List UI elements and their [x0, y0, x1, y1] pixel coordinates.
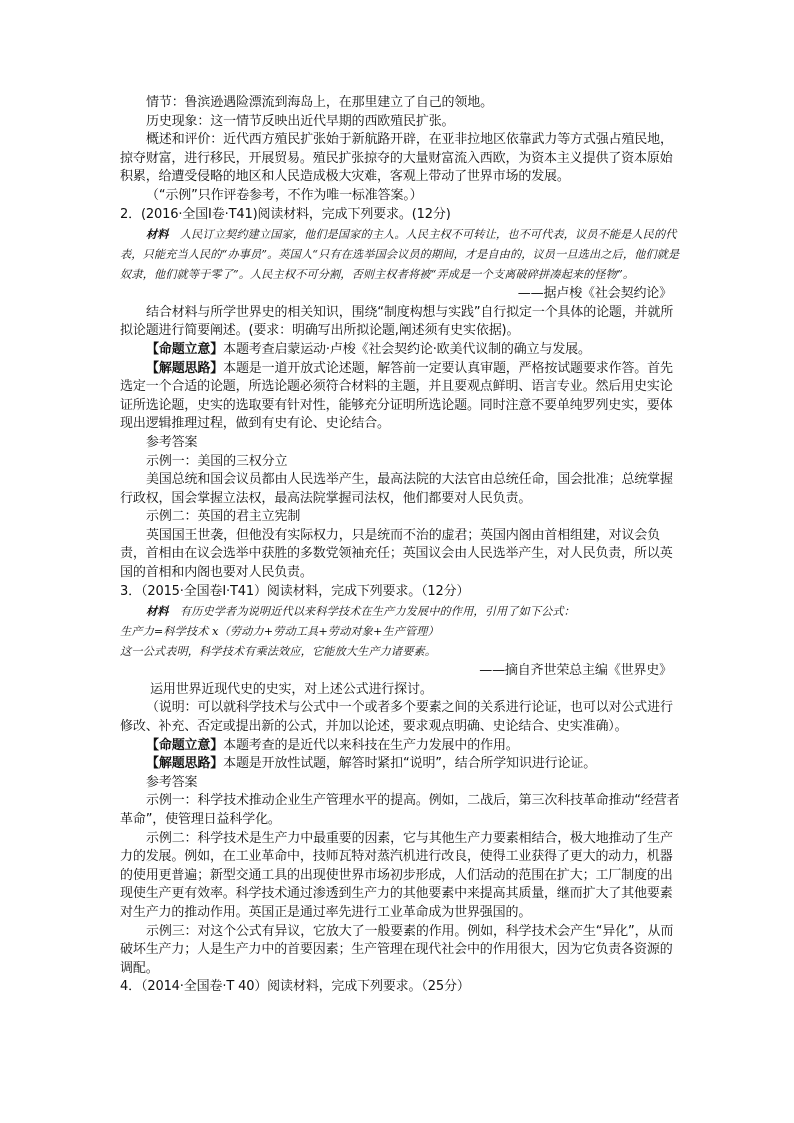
intent-label: 【命题立意】 — [146, 737, 224, 753]
intent-label: 【命题立意】 — [146, 341, 224, 357]
material-label: 材料 — [146, 604, 169, 619]
question-3-title: 3．（2015·全国卷Ⅰ·T41）阅读材料，完成下列要求。（12分） — [120, 583, 470, 599]
question-2-title: 2．(2016·全国Ⅰ卷·T41)阅读材料，完成下列要求。(12分) — [120, 206, 451, 222]
answer-phenomenon: 历史现象：这一情节反映出近代早期的西欧殖民扩张。 — [146, 113, 455, 129]
question-2-ref: 参考答案 — [146, 434, 198, 450]
idea-label: 【解题思路】 — [146, 756, 224, 772]
question-3-material-2: 这一公式表明，科学技术有乘法效应，它能放大生产力诸要素。 — [120, 645, 437, 659]
question-2-task: 结合材料与所学世界史的相关知识，围绕“制度构想与实践”自行拟定一个具体的论题，并就所拟论题进行简要阐述。(要求：明确写出所拟论题,阐述须有史实依据)。 — [120, 304, 674, 339]
question-3-example-1: 示例一：科学技术推动企业生产管理水平的提高。例如，二战后，第三次科技革命推动“经营者革命”，使管理日益科学化。 — [120, 793, 680, 827]
question-3-task: 运用世界近现代史的史实，对上述公式进行探讨。 — [150, 681, 433, 697]
material-text: 人民订立契约建立国家，他们是国家的主人。人民主权不可转让，也不可代表，议员不能是人民的代表，只能充当人民的“办事员”。英国人“只有在选举国会议员的期间，才是自由的，议员一旦选出之后，他们就是奴隶，他们就等于零了”。人民主权不可分割，否则主权者将被“弄成是一个支离破碎拼凑起来的怪物”。 — [120, 228, 680, 282]
material-text: 有历史学者为说明近代以来科学技术在生产力发展中的作用，引用了如下公式： — [179, 605, 575, 619]
question-3-source: ——摘自齐世荣总主编《世界史》 — [479, 663, 672, 679]
question-3-intent — [120, 737, 680, 756]
idea-text: 本题是开放性试题，解答时紧扣“说明”，结合所学知识进行论证。 — [223, 756, 597, 772]
question-3-explain: （说明：可以就科学技术与公式中一个或者多个要素之间的关系进行论证，也可以对公式进行修改、补充、否定或提出新的公式，并加以论述，要求观点明确、史论结合、史实准确）。 — [120, 700, 673, 735]
material-label: 材料 — [146, 227, 169, 242]
question-3-example-2: 示例二：科学技术是生产力中最重要的因素，它与其他生产力要素相结合，极大地推动了生产力的发展。例如，在工业革命中，技师瓦特对蒸汽机进行改良，使得工业获得了更大的动力，机器的使用更普遍；新型交通工具的出现使世界市场初步形成，人们活动的范围在扩大；工厂制度的出现使生产更有效率。科学技术通过渗透到生产力的其他要素中来提高其质量，继而扩大了其他要素对生产力的推动作用。英国正是通过率先进行工业革命成为世界强国的。 — [120, 830, 673, 920]
question-2-source: ——据卢梭《社会契约论》 — [517, 286, 672, 302]
document-page — [120, 94, 680, 997]
question-2-example-1-title: 示例一：美国的三权分立 — [146, 453, 288, 469]
question-3-ref: 参考答案 — [146, 774, 198, 790]
answer-plot: 情节：鲁滨逊遇险漂流到海岛上，在那里建立了自己的领地。 — [146, 95, 493, 110]
question-2-intent — [120, 341, 680, 360]
question-3-material — [120, 601, 680, 622]
idea-text: 本题是一道开放式论述题，解答前一定要认真审题，严格按试题要求作答。首先选定一个合适的论题，所选论题必须符合材料的主题，并且要观点鲜明、语言专业。然后用史实论证所选论题，史实的选取要有针对性，能够充分证明所选论题。同时注意不要单纯罗列史实，要体现出逻辑推理过程，做到有史有论、史论结合。 — [120, 360, 673, 432]
question-2-example-2: 英国国王世袭，但他没有实际权力，只是统而不治的虚君；英国内阁由首相组建，对议会负责，首相由在议会选举中获胜的多数党领袖充任；英国议会由人民选举产生，对人民负责，所以英国的首相和内阁也要对人民负责。 — [120, 527, 673, 581]
intent-text: 本题考查启蒙运动·卢梭《社会契约论·欧美代议制的确立与发展。 — [223, 341, 591, 357]
question-2-example-2-title: 示例二：英国的君主立宪制 — [146, 509, 301, 525]
idea-label: 【解题思路】 — [146, 360, 224, 376]
intent-text: 本题考查的是近代以来科技在生产力发展中的作用。 — [223, 737, 519, 753]
question-3-example-3: 示例三：对这个公式有异议，它放大了一般要素的作用。例如，科学技术会产生“异化”，从而破坏生产力；人是生产力中的首要因素；生产管理在现代社会中的作用很大，因为它负责各资源的调配。 — [120, 923, 674, 976]
question-4-title: 4．（2014·全国卷·T 40）阅读材料，完成下列要求。（25分） — [120, 979, 470, 995]
question-2-material — [120, 224, 680, 285]
question-3-formula: 生产力=科学技术 x（劳动力+劳动工具+劳动对象+生产管理） — [120, 625, 439, 639]
question-3-idea — [120, 755, 680, 774]
question-2-idea — [120, 360, 680, 434]
question-2-example-1: 美国总统和国会议员都由人民选举产生，最高法院的大法官由总统任命，国会批准；总统掌握行政权，国会掌握立法权，最高法院掌握司法权，他们都要对人民负责。 — [120, 472, 673, 506]
answer-note: （“示例”只作评卷参考，不作为唯一标准答案。） — [146, 187, 423, 203]
answer-evaluation: 概述和评价：近代西方殖民扩张始于新航路开辟，在亚非拉地区依靠武力等方式强占殖民地，掠夺财富，进行移民，开展贸易。殖民扩张掠夺的大量财富流入西欧，为资本主义提供了资本原始积累，给遭受侵略的地区和人民造成极大灾难，客观上带动了世界市场的发展。 — [120, 132, 673, 185]
